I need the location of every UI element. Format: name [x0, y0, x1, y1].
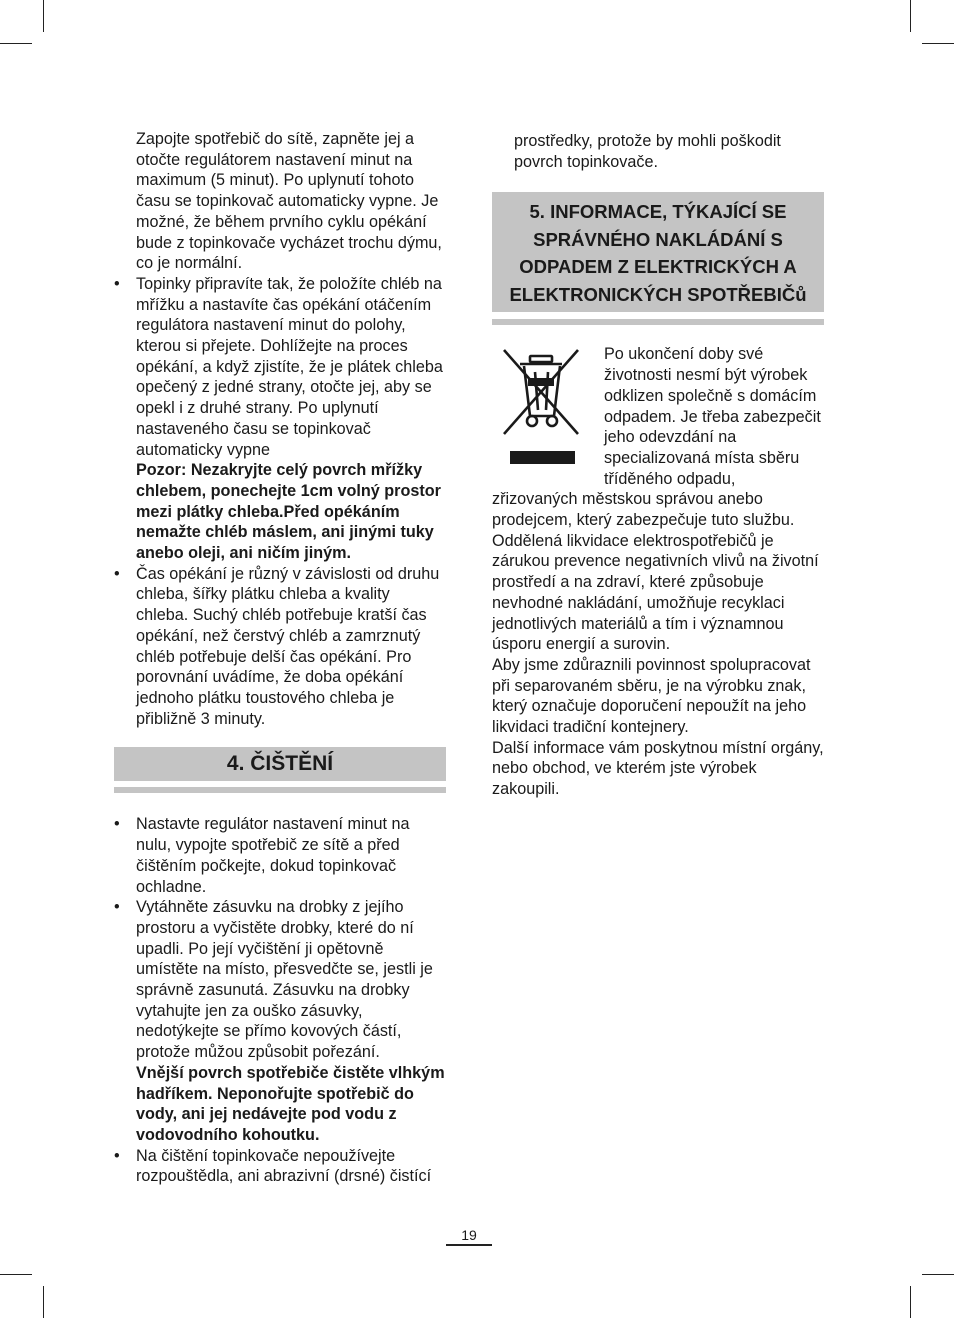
- page-number: 19: [461, 1227, 477, 1243]
- warning-text: Vnější povrch spotřebiče čistěte vlhkým hadříkem. Neponořujte spotřebič do vody, ani jej nedávejte pod vodu z vodovodního kohoutku.: [136, 1063, 445, 1144]
- list-item-text: Vytáhněte zásuvku na drobky z jejího prostoru a vyčistěte drobky, které do ní upadli. Po její vyčištění ji opětovně umístěte na místo, přesvedčte se, jestli je správně zasunutá. Zásuvku na drobky vytahujte jen za ouško zásuvky, nedotýkejte se přímo kovových částí, protože můžou způsobit pořezání.: [136, 898, 433, 1062]
- cooperation-paragraph: Aby jsme zdůraznili povinnost spolupracovat při separovaném sběru, je na výrobku znak, který označuje doporučení nepoužít na jeho likvidaci tradiční kontejnery.: [492, 655, 811, 737]
- bullet-dot: •: [114, 1146, 120, 1165]
- crop-mark: [43, 0, 44, 32]
- bullet-list-usage: [114, 274, 446, 729]
- continuation-paragraph: prostředky, protože by mohli poškodit povrch topinkovače.: [514, 132, 781, 171]
- bullet-dot: •: [114, 274, 120, 293]
- page-number-underline: [446, 1244, 492, 1246]
- section-title: 4. ČIŠTĚNÍ: [226, 752, 334, 776]
- bullet-dot: •: [114, 898, 120, 917]
- list-item: [114, 897, 446, 1145]
- list-item: [114, 274, 446, 564]
- crop-mark: [910, 1286, 911, 1318]
- list-item-text: Na čištění topinkovače nepoužívejte rozpouštědla, ani abrazivní (drsné) čistící: [136, 1146, 432, 1186]
- weee-symbol: [502, 348, 580, 464]
- intro-paragraph: Zapojte spotřebič do sítě, zapněte jej a otočte regulátorem nastavení minut na maximum (5 minut). Po uplynutí tohoto času se topinkovač automaticky vypne. Je možné, že během prvního cyklu opékání bude z topinkovače vycházet trochu dýmu, co je normální.: [136, 130, 442, 273]
- crop-mark: [922, 1274, 954, 1275]
- crop-mark: [910, 0, 911, 32]
- section-title: 5. INFORMACE, TÝKAJÍCÍ SE SPRÁVNÉHO NAKLÁDÁNÍ S ODPADEM Z ELEKTRICKÝCH A ELEKTRONICKÝCH SPOTŘEBIČů: [509, 201, 807, 305]
- section-rule: [492, 319, 824, 325]
- list-item: [114, 1146, 446, 1187]
- list-item: [114, 814, 446, 897]
- crop-mark: [0, 1274, 32, 1275]
- info-paragraph: Další informace vám poskytnou místní orgány, nebo obchod, ve kterém jste výrobek zakoupili.: [492, 738, 824, 799]
- section-rule: [114, 787, 446, 793]
- weee-paragraph-continued: zřizovaných městskou správou anebo prodejcem, který zabezpečuje tuto službu. Oddělená likvidace elektrospotřebičů je zárukou prevence negativních vlivů na životní prostředí a na zdraví, které způsobuje nevhodné nakládání, umožňuje recyklaci jednotlivých materiálů a tím i významnou úsporu energií a surovin.: [492, 490, 819, 654]
- crop-mark: [0, 43, 32, 44]
- left-column: [114, 129, 446, 1187]
- bullet-dot: •: [114, 564, 120, 583]
- crossed-bin-icon: [502, 348, 580, 464]
- warning-text: Pozor: Nezakryjte celý povrch mřížky chlebem, ponechejte 1cm volný prostor mezi plátky chleba.Před opékáním nemažte chléb máslem, ani jinými tuky anebo oleji, ani ničím jiným.: [136, 461, 441, 563]
- section-heading-waste: [492, 192, 824, 312]
- list-item-text: Topinky připravíte tak, že položíte chléb na mřížku a nastavíte čas opékání otáčením regulátora nastavení minut do polohy, kterou si přejete. Dohlížejte na proces opékání, a když zjistíte, že je plátek chleba opečený z jedné strany, otočte jej, aby se opekl i z druhé strany. Po uplynutí nastaveného času se topinkovač automaticky vypne: [136, 274, 443, 459]
- list-item-text: Nastavte regulátor nastavení minut na nulu, vypojte spotřebič ze sítě a před čištěním počkejte, dokud topinkovač ochladne.: [136, 815, 410, 896]
- weee-paragraph: Po ukončení doby své životnosti nesmí být výrobek odklizen společně s domácím odpadem. Je třeba zabezpečit jeho odevzdání na specializovaná místa sběru tříděného odpadu,: [604, 345, 821, 488]
- crop-mark: [922, 43, 954, 44]
- list-item-text: Čas opékání je různý v závislosti od druhu chleba, šířky plátku chleba a kvality chleba. Suchý chléb potřebuje kratší čas opékání, než čerstvý chléb a zamrznutý chléb potřebuje delší čas opékání. Pro porovnání uvádíme, že doba opékání jednoho plátku toustového chleba je přibližně 3 minuty.: [136, 564, 440, 728]
- crop-mark: [43, 1286, 44, 1318]
- weee-block: [492, 344, 824, 489]
- bullet-dot: •: [114, 815, 120, 834]
- list-item: [114, 564, 446, 730]
- section-heading-cleaning: [114, 747, 446, 781]
- right-column: [492, 131, 824, 800]
- bullet-list-cleaning: [114, 814, 446, 1187]
